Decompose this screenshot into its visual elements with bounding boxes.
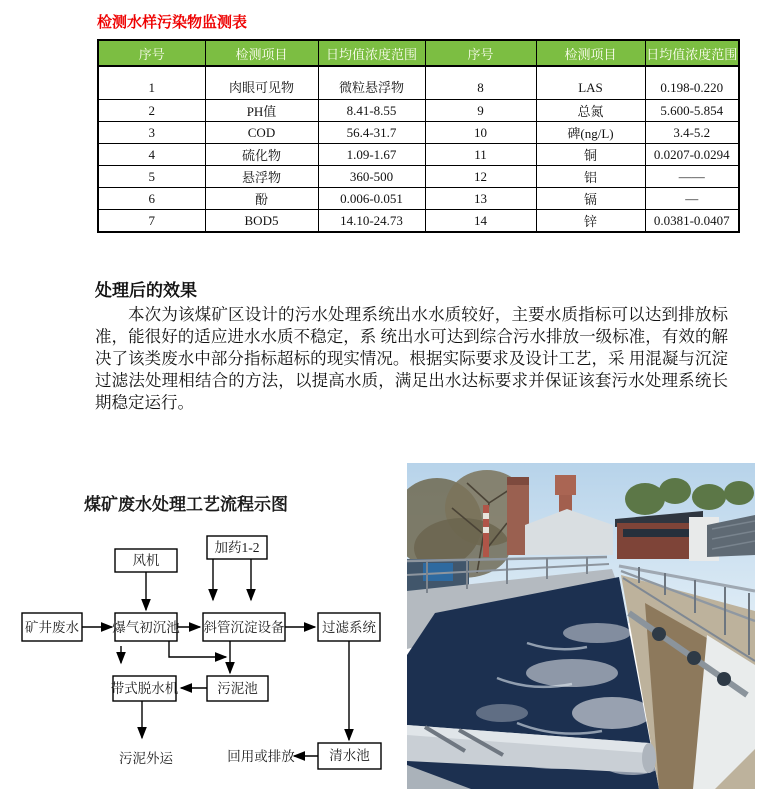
node-label-belt-dewaterer: 带式脱水机	[110, 681, 179, 696]
table-row	[98, 66, 739, 100]
table-cell: 悬浮物	[205, 166, 318, 188]
node-label-mine-water: 矿井废水	[25, 620, 79, 635]
table-cell: 10	[425, 122, 536, 144]
table-cell: 56.4-31.7	[318, 122, 425, 144]
table-cell: 14.10-24.73	[318, 210, 425, 233]
table-cell: 8.41-8.55	[318, 100, 425, 122]
treatment-plant-photo-svg	[407, 463, 755, 789]
table-cell: 0.0381-0.0407	[645, 210, 739, 233]
table-cell: 0.198-0.220	[645, 66, 739, 100]
table-cell: 1	[98, 66, 205, 100]
table-cell: 14	[425, 210, 536, 233]
table-row	[98, 144, 739, 166]
col-header-no-left: 序号	[98, 40, 205, 66]
process-flow-diagram	[0, 460, 420, 806]
table-cell: BOD5	[205, 210, 318, 233]
table-cell: 0.0207-0.0294	[645, 144, 739, 166]
table-cell: 铜	[536, 144, 645, 166]
table-cell: 碑(ng/L)	[536, 122, 645, 144]
node-label-inclined-settler: 斜管沉淀设备	[203, 620, 285, 635]
table-cell: PH值	[205, 100, 318, 122]
table-cell: 锌	[536, 210, 645, 233]
table-cell: 9	[425, 100, 536, 122]
col-header-item-left: 检测项目	[205, 40, 318, 66]
table-cell: COD	[205, 122, 318, 144]
diagram-boxes	[22, 536, 381, 769]
section-body-text: 本次为该煤矿区设计的污水处理系统出水水质较好，主要水质指标可以达到排放标准，能很好的适应进水水质不稳定，系 统出水可达到综合污水排放一级标准，有效的解决了该类废水中部分指标超标的现实情况。根据实际要求及设计工艺，采 用混凝与沉淀过滤法处理相结合的方法，以提高水质，满足出水达标要求并保证该套污水处理系统长期稳定运行。	[95, 305, 728, 412]
table-cell: 硫化物	[205, 144, 318, 166]
table-cell: 7	[98, 210, 205, 233]
table-cell: 铝	[536, 166, 645, 188]
flow-diagram-svg	[0, 460, 420, 806]
table-cell: 肉眼可见物	[205, 66, 318, 100]
table-cell: 镉	[536, 188, 645, 210]
table-cell: 4	[98, 144, 205, 166]
photo-brick-tower-top	[507, 477, 529, 485]
table-row	[98, 122, 739, 144]
section-heading: 处理后的效果	[95, 281, 197, 300]
table-cell: 5.600-5.854	[645, 100, 739, 122]
col-header-item-right: 检测项目	[536, 40, 645, 66]
label-sludge-out: 污泥外运	[119, 751, 173, 766]
table-cell: 0.006-0.051	[318, 188, 425, 210]
monitoring-table-wrap	[97, 39, 740, 233]
diagram-connectors	[82, 559, 349, 756]
col-header-range-left: 日均值浓度范围	[318, 40, 425, 66]
table-cell: 2	[98, 100, 205, 122]
table-cell: 1.09-1.67	[318, 144, 425, 166]
node-label-aeration-tank: 爆气初沉池	[112, 620, 180, 635]
diagram-title: 煤矿废水处理工艺流程示图	[84, 495, 288, 514]
table-row	[98, 188, 739, 210]
table-cell: 微粒悬浮物	[318, 66, 425, 100]
table-cell: 13	[425, 188, 536, 210]
col-header-no-right: 序号	[425, 40, 536, 66]
table-cell: 5	[98, 166, 205, 188]
label-reuse-discharge: 回用或排放	[227, 749, 295, 764]
node-label-sludge-tank: 污泥池	[217, 681, 258, 696]
monitoring-table	[97, 39, 740, 233]
table-title: 检测水样污染物监测表	[97, 15, 248, 31]
col-header-range-right: 日均值浓度范围	[645, 40, 739, 66]
table-cell: 11	[425, 144, 536, 166]
node-label-filter-system: 过滤系统	[322, 620, 376, 635]
table-cell: —	[645, 188, 739, 210]
table-cell: 360-500	[318, 166, 425, 188]
node-label-clean-tank: 清水池	[329, 748, 370, 763]
table-cell: 总氮	[536, 100, 645, 122]
table-row	[98, 100, 739, 122]
table-row	[98, 210, 739, 233]
node-label-fan: 风机	[132, 553, 160, 568]
table-cell: LAS	[536, 66, 645, 100]
table-header-row	[98, 40, 739, 66]
diagram-labels	[25, 540, 376, 766]
table-row	[98, 166, 739, 188]
table-cell: ——	[645, 166, 739, 188]
table-cell: 8	[425, 66, 536, 100]
effect-section	[95, 276, 728, 414]
table-cell: 6	[98, 188, 205, 210]
table-cell: 酚	[205, 188, 318, 210]
table-cell: 12	[425, 166, 536, 188]
photo-striped-chimney	[483, 505, 489, 557]
table-cell: 3.4-5.2	[645, 122, 739, 144]
node-label-dosing: 加药1-2	[214, 540, 260, 555]
treatment-plant-photo	[407, 463, 755, 789]
table-cell: 3	[98, 122, 205, 144]
